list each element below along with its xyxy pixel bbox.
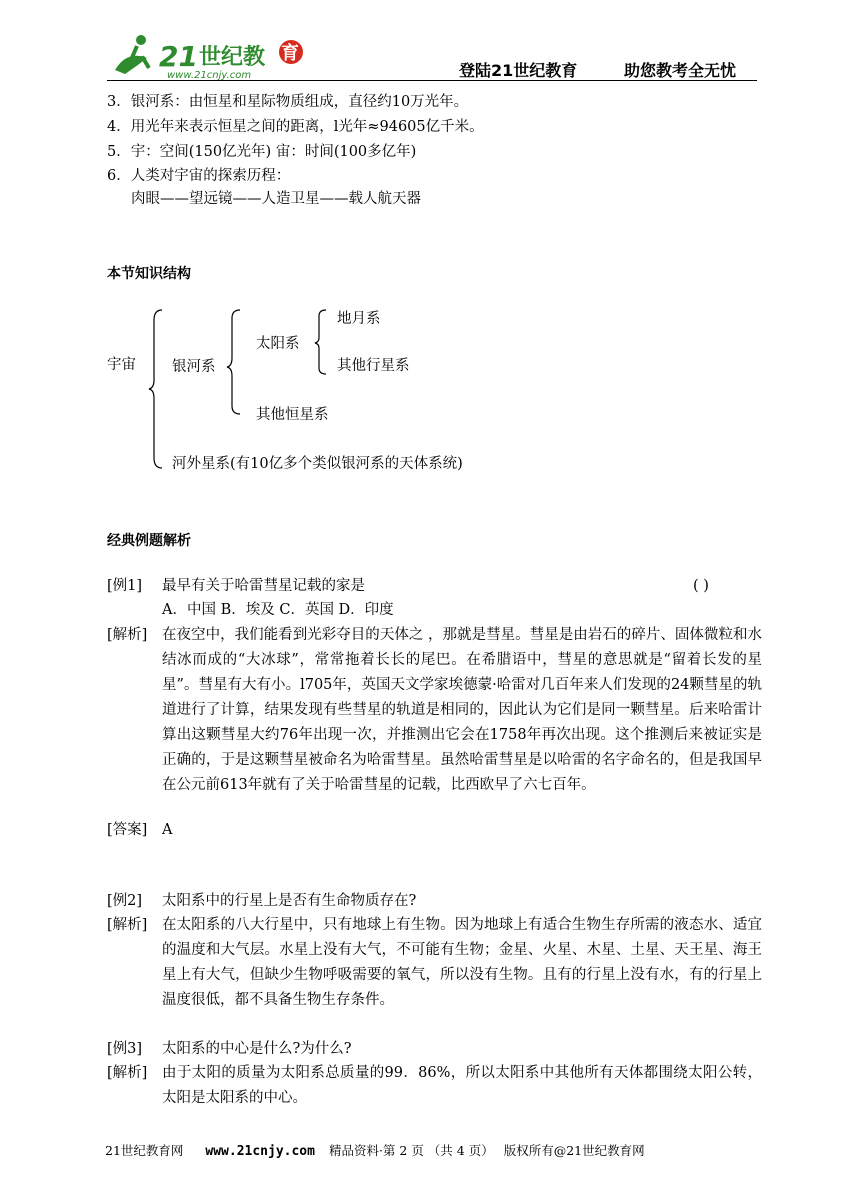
analysis-tag: [解析] [107,1065,148,1081]
tree-node-extragalactic: 河外星系(有10亿多个类似银河系的天体系统) [172,456,463,472]
tree-node-other-stars: 其他恒星系 [256,407,329,423]
example-options: A．中国 B．埃及 C．英国 D．印度 [162,602,394,618]
brace-galaxy [226,308,242,416]
tree-node-earth-moon: 地月系 [337,311,381,327]
example-tag: [例3] [107,1041,143,1057]
footer-site-name: 21世纪教育网 [105,1143,184,1158]
analysis-text: 在夜空中，我们能看到光彩夺目的天体之 ，那就是彗星。彗星是由岩石的碎片、固体微粒和水结冰而成的“大冰球”，常常拖着长长的尾巴。在希腊语中，彗星的意思就是“留着长发的星星”。彗星有大有小。l705年，英国天文学家埃德蒙·哈雷对几百年来人们发现的24颗彗星的轨道进行了计算，结果发现有些彗星的轨道是相同的，因此认为它们是同一颗彗星。后来哈雷计算出这颗彗星大约76年出现一次，并推测出它会在1758年再次出现。这个推测后来被证实是正确的，于是这颗彗星被命名为哈雷彗星。虽然哈雷彗星是以哈雷的名字命名的，但是我国早在公元前613年就有了关于哈雷彗星的记载，比西欧早了六七百年。 [162,627,762,793]
answer-value: A [162,822,173,838]
example-tag: [例2] [107,893,143,909]
footer-copyright: 版权所有@21世纪教育网 [503,1143,645,1158]
fact-line: 5．宇：空间(150亿光年) 宙：时间(100多亿年) [107,144,417,160]
section-heading: 经典例题解析 [107,533,191,549]
footer-url[interactable]: www.21cnjy.com [205,1144,315,1159]
tree-node-solar-system: 太阳系 [256,336,300,352]
logo-graphic [107,30,307,82]
svg-text:育: 育 [281,43,299,64]
analysis-text: 在太阳系的八大行星中，只有地球上有生物。因为地球上有适合生物生存所需的液态水、适宜的温度和大气层。水星上没有大气，不可能有生物；金星、火星、木星、土星、天王星、海王星上有大气，但缺少生物呼吸需要的氧气，所以没有生物。且有的行星上没有水，有的行星上温度很低，都不具备生物生存条件。 [162,917,762,1008]
svg-text:世纪教: 世纪教 [199,45,266,70]
fact-line: 3．银河系：由恒星和星际物质组成，直径约10万光年。 [107,94,469,110]
example-tag: [例1] [107,578,143,594]
section-heading: 本节知识结构 [107,266,191,282]
header-slogan-right: 助您教考全无忧 [624,61,737,80]
svg-text:21: 21 [159,40,198,73]
tree-node-other-planets: 其他行星系 [337,358,410,374]
tree-node-universe: 宇宙 [107,357,136,373]
site-logo [107,30,307,82]
analysis-tag: [解析] [107,917,148,933]
fact-line: 肉眼——望远镜——人造卫星——载人航天器 [131,191,421,207]
svg-text:www.21cnjy.com: www.21cnjy.com [167,70,252,81]
footer-page-info: 精品资料·第 2 页 （共 4 页） [328,1143,494,1158]
analysis-tag: [解析] [107,627,148,643]
example-question: 太阳系中的行星上是否有生命物质存在? [162,893,417,909]
page-footer [105,1141,645,1159]
fact-line: 6．人类对宇宙的探索历程： [107,168,291,184]
brace-solar [314,308,328,376]
example-question: 太阳系的中心是什么?为什么? [162,1041,352,1057]
header-divider [107,80,757,81]
brace-universe [148,308,164,470]
answer-tag: [答案] [107,822,148,838]
fact-line: 4．用光年来表示恒星之间的距离，l光年≈94605亿千米。 [107,119,484,135]
answer-paren: ( ) [693,578,709,594]
tree-node-galaxy: 银河系 [172,359,216,375]
analysis-text: 由于太阳的质量为太阳系总质量的99．86%，所以太阳系中其他所有天体都围绕太阳公转，太阳是太阳系的中心。 [162,1065,762,1106]
example-question: 最早有关于哈雷彗星记载的家是 [162,578,365,594]
header-slogan-left: 登陆21世纪教育 [459,61,578,80]
